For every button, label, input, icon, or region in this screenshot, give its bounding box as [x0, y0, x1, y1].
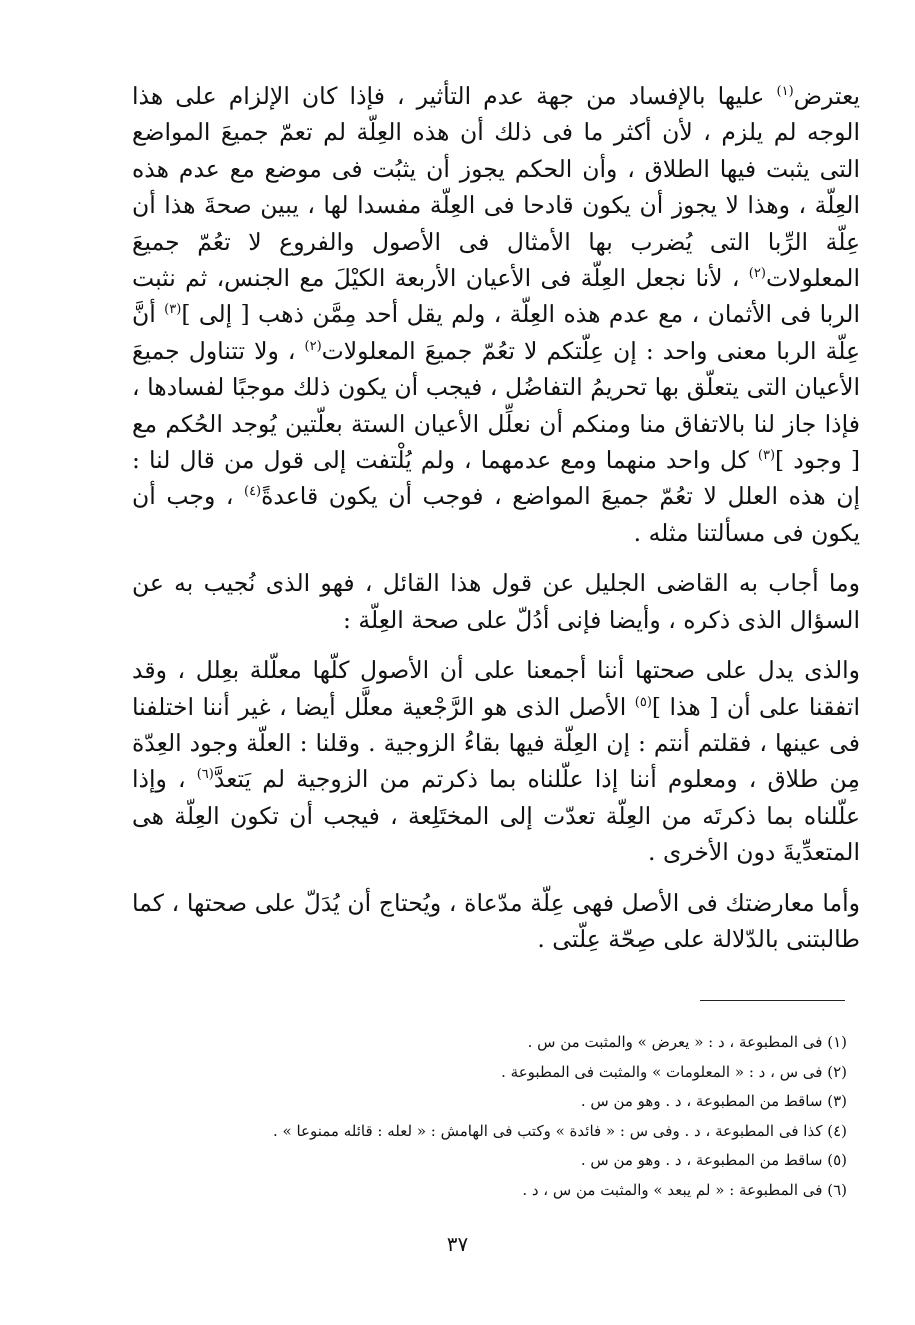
footnotes	[180, 1028, 847, 1205]
text-run: كل واحد منهما ومع عدمهما ، ولم يُلْتفت إلى قول من قال لنا : إن هذه العلل لا تعُمّ جميعَ المواضع ، فوجب أن يكون قاعدةً	[132, 446, 860, 511]
text-run: الأصل الذى هو الرَّجْعية معلَّل أيضا ، غير أننا اختلفنا فى عينها ، فقلتم أنتم : إن العِلّة فيها بقاءُ الزوجية . وقلنا : العلّة وجود العِدّة مِن طلاق ، ومعلوم أننا إذا علّلناه بما ذكرتم من الزوجية لم يَتعدَّ	[132, 692, 861, 794]
text-run: أنَّ عِلّة الربا معنى واحد : إن عِلّتكم لا تعُمّ جميعَ المعلولات	[132, 300, 861, 365]
page-number: ٣٧	[446, 1232, 469, 1256]
text-run: ، وجب أن يكون فى مسألتنا مثله .	[132, 482, 860, 547]
footnote-marker: (١)	[776, 84, 794, 100]
text-run: يعترض	[793, 82, 860, 110]
paragraph-2	[132, 565, 860, 638]
footnote-marker: (٤)	[243, 484, 262, 500]
footnote-marker: (٦)	[196, 767, 214, 783]
footnote-1: (١) فى المطبوعة ، د : « يعرض » والمثبت من س .	[527, 1033, 847, 1051]
text-run: ، ولا تتناول جميعَ الأعيان التى يتعلّق بها تحريمُ التفاضُل ، فيجب أن يكون ذلك موجبًا لفسادها ، فإذا جاز لنا بالاتفاق منا ومنكم أن نعلِّل الأعيان الستة بعلّتين يُوجد الحُكم مع [ وجود ]	[132, 336, 860, 475]
main-text	[132, 78, 860, 957]
footnote-marker: (٣)	[164, 302, 182, 318]
footnote-6: (٦) فى المطبوعة : « لم يبعد » والمثبت من س ، د .	[522, 1180, 847, 1199]
footnote-marker: (٣)	[757, 448, 776, 464]
footnote-marker: (٥)	[634, 694, 652, 710]
footnote-2: (٢) فى س ، د : « المعلومات » والمثبت فى المطبوعة .	[501, 1062, 847, 1081]
footnote-4: (٤) كذا فى المطبوعة ، د . وفى س : « فائدة » وكتب فى الهامش : « لعله : قائله ممنوعا » .	[272, 1121, 847, 1140]
footnote-marker: (٢)	[748, 266, 766, 282]
footnote-divider	[700, 1000, 845, 1001]
paragraph-1	[132, 78, 860, 551]
text-run: ، وإذا علّلناه بما ذكرتَه من العِلّة تعدّت إلى المختَلِعة ، فيجب أن تكون العِلّة هى المتعدِّيةَ دون الأخرى .	[132, 765, 860, 867]
text-run: وأما معارضتك فى الأصل فهى عِلّة مدّعاة ، ويُحتاج أن يُدَلّ على صحتها ، كما طالبتنى بالدّلالة على صِحّة عِلّتى .	[132, 888, 860, 953]
footnote-3: (٣) ساقط من المطبوعة ، د . وهو من س .	[580, 1092, 847, 1110]
text-run: عليها بالإفساد من جهة عدم التأثير ، فإذا كان الإلزام على هذا الوجه لم يلزم ، لأن أكثر ما فى ذلك أن هذه العِلّة لم تعمّ جميعَ المواضع التى يثبت فيها الطلاق ، وأن الحكم يجوز أن يثبُت فى موضع مع عدم هذه العِلّة ، وهذا لا يجوز أن يكون قادحا فى العِلّة مفسدا لها ، يبين صحةَ هذا أن عِلّة الرِّبا التى يُضرب بها الأمثال فى الأصول والفروع لا تعُمّ جميعَ المعلولات	[132, 82, 860, 293]
paragraph-3	[132, 652, 860, 870]
paragraph-4	[132, 885, 860, 958]
text-run: ، لأنا نجعل العِلّة فى الأعيان الأربعة الكيْلَ مع الجنس، ثم نثبت الربا فى الأثمان ، مع عدم هذه العِلّة ، ولم يقل أحد مِمَّن ذهب [ إلى ]	[132, 264, 860, 329]
footnote-marker: (٢)	[304, 339, 322, 355]
footnote-5: (٥) ساقط من المطبوعة ، د . وهو من س .	[580, 1151, 847, 1169]
text-run: وما أجاب به القاضى الجليل عن قول هذا القائل ، فهو الذى نُجيب به عن السؤال الذى ذكره ، وأيضا فإنى أدُلّ على صحة العِلّة :	[132, 569, 860, 634]
text-run: والذى يدل على صحتها أننا أجمعنا على أن الأصول كلّها معلّلة بعِلل ، وقد اتفقنا على أن [ هذا ]	[132, 656, 860, 721]
